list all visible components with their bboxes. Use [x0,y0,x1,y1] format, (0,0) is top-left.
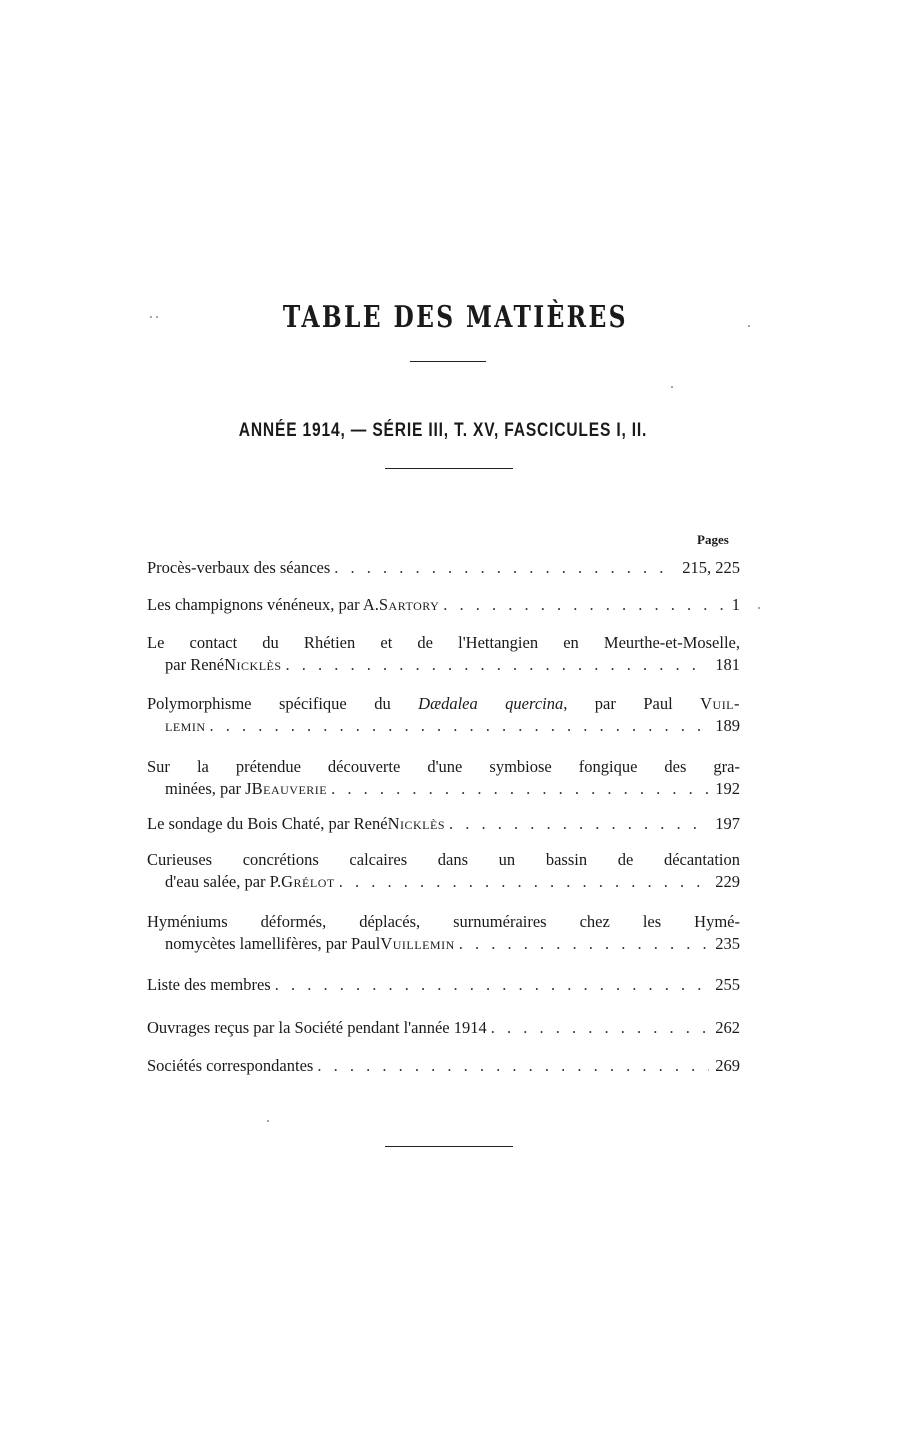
toc-entry [147,849,740,893]
species-name: Dædalea quercina [418,694,564,713]
entry-author: Beauverie [251,779,328,798]
scan-speck [758,607,760,609]
entry-title-line: Sur la prétendue découverte d'une symbiose fongique des gra- [147,757,740,776]
entry-title: d'eau salée, par P. [165,872,282,891]
toc-entry [147,1055,740,1077]
scan-speck [150,316,152,318]
entry-author: Nicklès [224,655,282,674]
toc-entry [147,974,740,996]
toc-entry [147,557,740,579]
leader-dots [286,654,710,676]
entry-author: Vuillemin [380,934,455,953]
entry-page: 269 [715,1056,740,1075]
entry-page: 192 [715,779,740,798]
entry-page: 215, 225 [682,558,740,577]
entry-title: Liste des membres [147,975,271,994]
entry-author: Nicklès [387,814,445,833]
entry-author: Grélot [281,872,335,891]
entry-page: 189 [715,716,740,735]
entry-title-line: Curieuses concrétions calcaires dans un bassin de décantation [147,850,740,869]
leader-dots [449,813,709,835]
entry-page: 229 [715,872,740,891]
entry-title: Ouvrages reçus par la Société pendant l'année 1914 [147,1018,487,1037]
scan-speck [267,1120,269,1122]
entry-page: 181 [715,655,740,674]
entry-page: 235 [715,934,740,953]
entry-title: Le sondage du Bois Chaté, par René [147,814,388,833]
scan-speck [671,386,673,388]
scan-speck [748,325,750,327]
entry-page: 197 [715,814,740,833]
leader-dots [331,778,709,800]
toc-entry [147,594,740,616]
entry-title-line: Le contact du Rhétien et de l'Hettangien en Meurthe-et-Moselle, [147,633,740,652]
entry-title-line [147,693,740,715]
entry-page: 262 [715,1018,740,1037]
leader-dots [459,933,710,955]
pages-column-label: Pages [697,532,729,547]
entry-title: , par Paul [563,694,701,713]
entry-title: nomycètes lamellifères, par Paul [165,934,381,953]
entry-author: Vuil- [700,694,741,713]
entry-author: lemin [165,716,206,735]
subtitle-divider [385,468,513,469]
entry-title: Les champignons vénéneux, par A. [147,595,379,614]
entry-title: Procès-verbaux des séances [147,558,331,577]
entry-title: par René [165,655,225,674]
subtitle: ANNÉE 1914, — SÉRIE III, T. XV, FASCICULES I, II. [238,420,648,441]
scan-speck [156,316,158,318]
closing-divider [385,1146,513,1147]
entry-title: Sociétés correspondantes [147,1056,314,1075]
toc-entry [147,756,740,800]
entry-page: 255 [715,975,740,994]
page-title: TABLE DES MATIÈRES [282,300,628,335]
leader-dots [317,1055,709,1077]
leader-dots [334,557,676,579]
entry-title: minées, par J [165,779,252,798]
toc-entry [147,693,740,737]
toc-entry [147,911,740,955]
entry-title-line: Hyméniums déformés, déplacés, surnuméraires chez les Hymé- [147,912,740,931]
toc-entry [147,632,740,676]
leader-dots [491,1017,710,1039]
leader-dots [443,594,725,616]
leader-dots [275,974,710,996]
entry-author: Sartory [378,595,440,614]
entry-page: 1 [731,595,740,614]
leader-dots [339,871,710,893]
title-divider [410,361,486,362]
entry-title: Polymorphisme spécifique du [147,694,419,713]
toc-entry [147,1017,740,1039]
leader-dots [210,715,710,737]
toc-entry [147,813,740,835]
